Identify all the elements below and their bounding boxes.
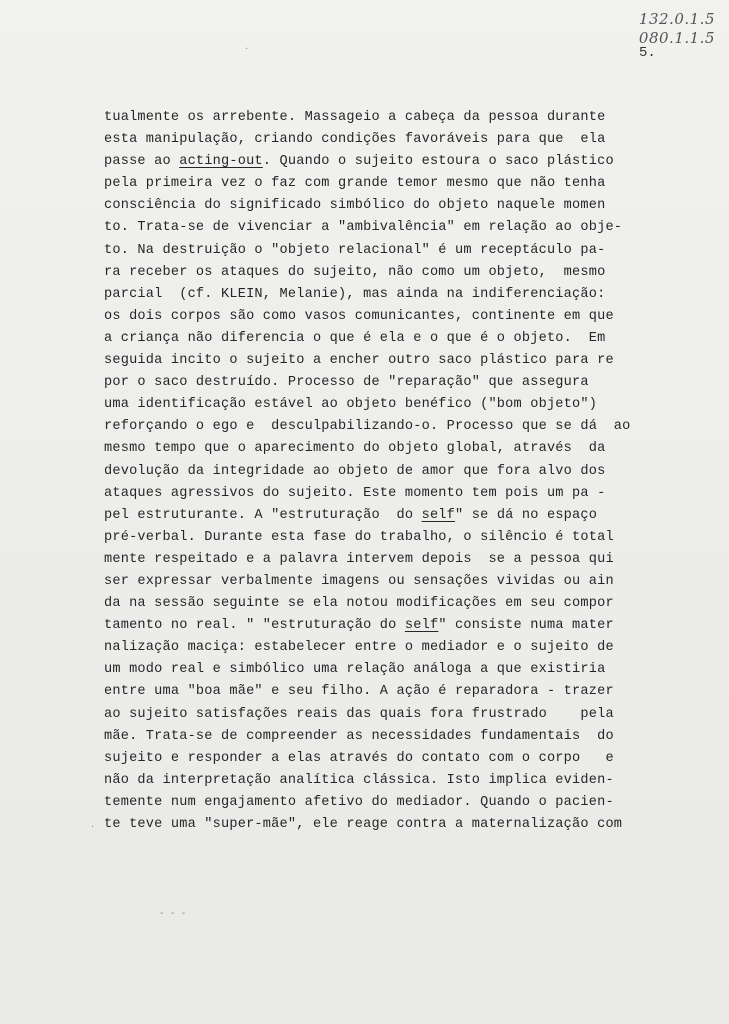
archive-codes <box>639 10 715 48</box>
text-line: ao sujeito satisfações reais das quais fora frustrado pela <box>104 706 614 722</box>
text-line: os dois corpos são como vasos comunicantes, continente em que <box>104 308 614 324</box>
text-line: uma identificação estável ao objeto benéfico ("bom objeto") <box>104 397 598 413</box>
page-speck: · <box>91 822 95 833</box>
text-line: to. Trata-se de vivenciar a "ambivalência" em relação ao obje- <box>104 220 623 236</box>
page-speck: · <box>245 44 249 55</box>
page-number: 5. <box>639 45 656 61</box>
text-line: temente num engajamento afetivo do mediador. Quando o pacien- <box>104 794 614 810</box>
text-segment: tamento no real. " "estruturação do <box>104 618 405 634</box>
text-line: devolução da integridade ao objeto de amor que fora alvo dos <box>104 463 606 479</box>
text-line: entre uma "boa mãe" e seu filho. A ação é reparadora - trazer <box>104 684 614 700</box>
text-segment: . Quando o sujeito estoura o saco plástico <box>262 154 614 170</box>
text-line: reforçando o ego e desculpabilizando-o. Processo que se dá ao <box>104 419 631 435</box>
text-line: tualmente os arrebente. Massageio a cabeça da pessoa durante <box>104 110 606 125</box>
body-text <box>104 107 664 836</box>
text-line: ataques agressivos do sujeito. Este momento tem pois um pa - <box>104 485 606 501</box>
text-line: um modo real e simbólico uma relação análoga a que existiria <box>104 662 606 678</box>
text-line: mãe. Trata-se de compreender as necessidades fundamentais do <box>104 728 614 744</box>
text-line: sujeito e responder a elas através do contato com o corpo e <box>104 750 614 766</box>
text-line: da na sessão seguinte se ela notou modificações em seu compor <box>104 596 614 612</box>
text-line: mente respeitado e a palavra intervem depois se a pessoa qui <box>104 551 614 567</box>
text-line: parcial (cf. KLEIN, Melanie), mas ainda na indiferenciação: <box>104 286 606 302</box>
text-line: nalização maciça: estabelecer entre o mediador e o sujeito de <box>104 640 614 656</box>
text-segment: pel estruturante. A "estruturação do <box>104 507 422 523</box>
text-line: to. Na destruição o "objeto relacional" é um receptáculo pa- <box>104 242 606 258</box>
text-line <box>104 151 664 173</box>
text-line: ra receber os ataques do sujeito, não como um objeto, mesmo <box>104 264 606 280</box>
text-line: por o saco destruído. Processo de "reparação" que assegura <box>104 375 589 391</box>
archive-code: 132.0.1.5 <box>638 10 715 28</box>
text-line: te teve uma "super-mãe", ele reage contra a maternalização com <box>104 817 623 832</box>
text-segment: passe ao <box>104 154 180 170</box>
text-line: seguida incito o sujeito a encher outro saco plástico para re <box>104 353 614 369</box>
text-line: a criança não diferencia o que é ela e o que é o objeto. Em <box>104 330 606 346</box>
underlined-term: self <box>421 507 456 523</box>
text-line: não da interpretação analítica clássica. Isto implica eviden- <box>104 772 614 788</box>
underlined-term: acting-out <box>179 154 263 170</box>
text-segment: " se dá no espaço <box>455 507 598 523</box>
text-line <box>104 505 664 527</box>
text-line: ser expressar verbalmente imagens ou sensações vividas ou ain <box>104 573 614 589</box>
text-line: pré-verbal. Durante esta fase do trabalho, o silêncio é total <box>104 529 614 545</box>
text-line: consciência do significado simbólico do objeto naquele momen <box>104 198 606 214</box>
archive-code: 080.1.1.5 <box>638 29 715 47</box>
text-segment: " consiste numa mater <box>438 618 614 634</box>
underlined-term: self <box>404 618 439 634</box>
page-speck: - - - <box>160 908 188 919</box>
text-line: esta manipulação, criando condições favoráveis para que ela <box>104 132 606 148</box>
text-line <box>104 615 664 637</box>
text-line: mesmo tempo que o aparecimento do objeto global, através da <box>104 441 606 457</box>
text-line: pela primeira vez o faz com grande temor mesmo que não tenha <box>104 176 606 192</box>
